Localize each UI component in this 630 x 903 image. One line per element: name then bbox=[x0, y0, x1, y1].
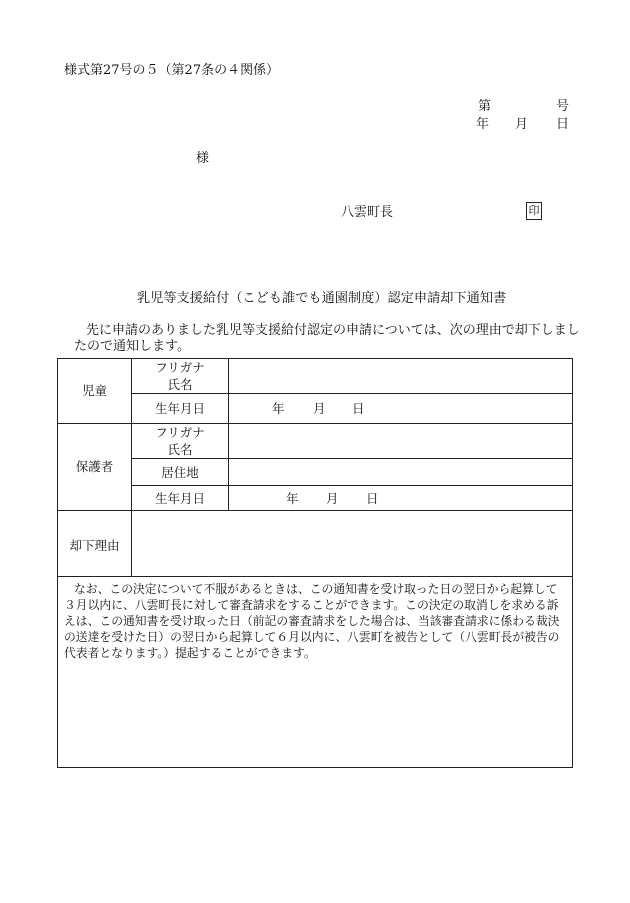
appeal-notice: なお、この決定について不服があるときは、この通知書を受け取った日の翌日から起算して３月以内に、八雲町長に対して審査請求をすることができます。この決定の取消しを求める訴えは、この通知書を受け取った日（前記の審査請求をした場合は、当該審査請求に係わる裁決の送達を受けた日）の翌日から起算して６月以内に、八雲町を被告として（八雲町長が被告の代表者となります。）提起することができます。 bbox=[64, 582, 560, 660]
guardian-birth-date-label: 生年月日 bbox=[154, 491, 205, 506]
guardian-birth-day-unit: 日 bbox=[366, 491, 379, 506]
column-divider bbox=[228, 359, 229, 510]
guardian-birth-month-unit: 月 bbox=[326, 491, 339, 506]
issue-date-year: 年 bbox=[476, 117, 490, 132]
rejection-reason-label: 却下理由 bbox=[69, 538, 120, 553]
issuer-name: 八雲町長 bbox=[341, 205, 394, 220]
section-divider bbox=[58, 423, 573, 424]
guardian-label: 保護者 bbox=[75, 459, 114, 474]
guardian-residence-label: 居住地 bbox=[161, 465, 199, 480]
child-birth-date-label: 生年月日 bbox=[154, 401, 205, 416]
child-furigana-label: フリガナ bbox=[155, 360, 205, 375]
applicant-table bbox=[57, 358, 573, 768]
document-number-suffix: 号 bbox=[556, 99, 570, 114]
child-birth-month-unit: 月 bbox=[313, 401, 326, 416]
issue-date-day: 日 bbox=[556, 117, 570, 132]
child-label: 児童 bbox=[81, 383, 107, 398]
section-divider bbox=[58, 576, 573, 577]
row-divider bbox=[131, 393, 573, 394]
seal-mark: 印 bbox=[526, 202, 542, 220]
child-birth-year-unit: 年 bbox=[272, 401, 285, 416]
row-divider bbox=[131, 458, 573, 459]
form-number: 様式第27号の５（第27条の４関係） bbox=[64, 63, 280, 78]
child-birth-day-unit: 日 bbox=[352, 401, 365, 416]
child-name-label: 氏名 bbox=[167, 377, 193, 392]
section-divider bbox=[58, 510, 573, 511]
guardian-name-label: 氏名 bbox=[167, 442, 193, 457]
guardian-birth-year-unit: 年 bbox=[286, 491, 299, 506]
issue-date-month: 月 bbox=[515, 117, 529, 132]
document-title: 乳児等支援給付（こども誰でも通園制度）認定申請却下通知書 bbox=[137, 291, 507, 306]
addressee-suffix: 様 bbox=[196, 151, 210, 166]
guardian-furigana-label: フリガナ bbox=[155, 425, 205, 440]
document-number-prefix: 第 bbox=[478, 99, 492, 114]
row-divider bbox=[131, 485, 573, 486]
intro-paragraph: 先に申請のありました乳児等支援給付認定の申請については、次の理由で却下しましたので通知します。 bbox=[74, 323, 580, 354]
